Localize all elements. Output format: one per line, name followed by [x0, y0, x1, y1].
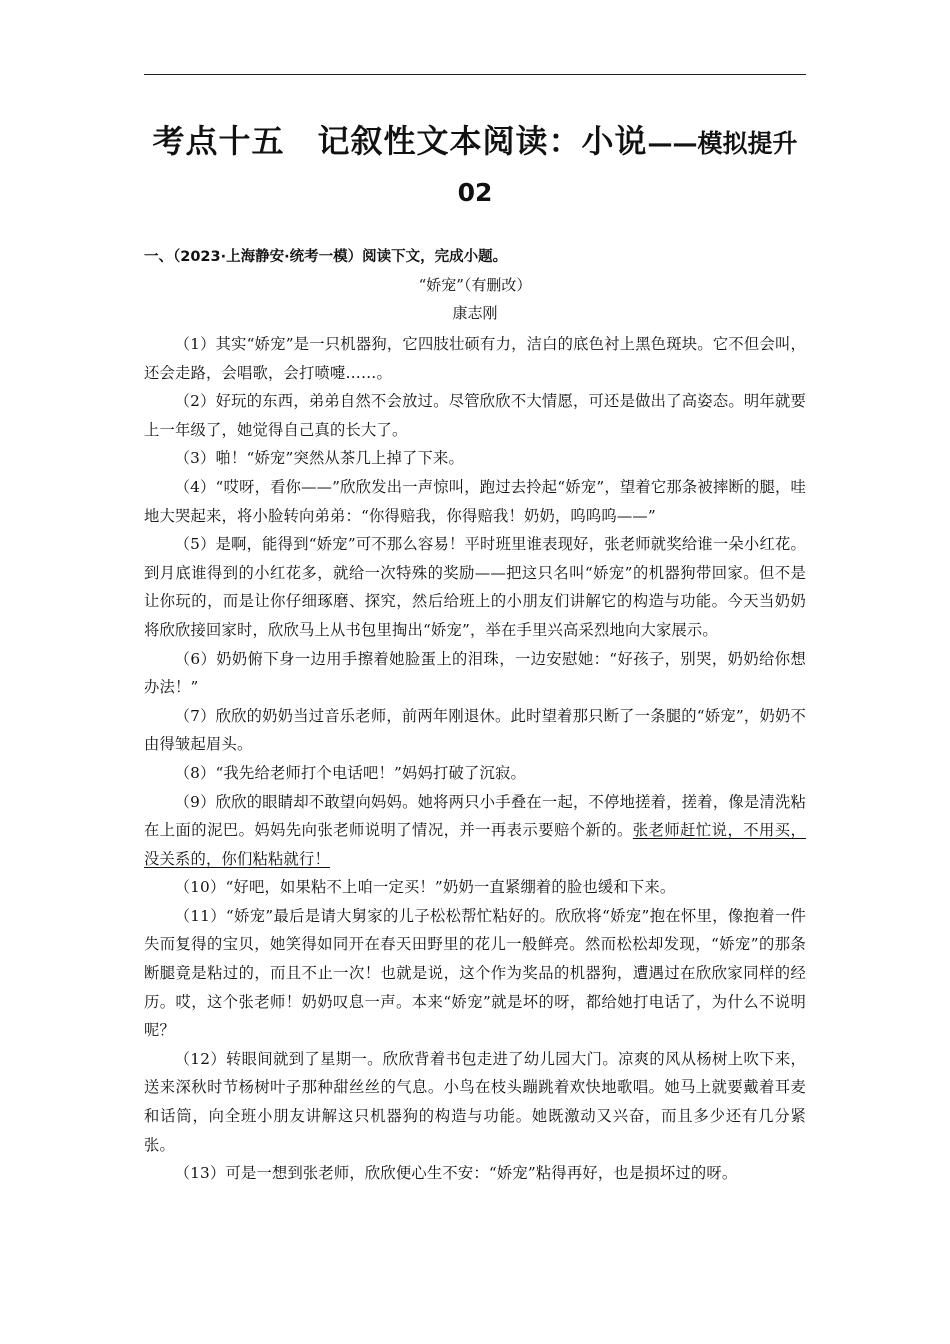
- paragraph-11: （11）“娇宠”最后是请大舅家的儿子松松帮忙粘好的。欣欣将“娇宠”抱在怀里，像抱着一件失而复得的宝贝，她笑得如同开在春天田野里的花儿一般鲜亮。然而松松却发现，“娇宠”的那条断腿竟是粘过的，而且不止一次！也就是说，这个作为奖品的机器狗，遭遇过在欣欣家同样的经历。哎，这个张老师！奶奶叹息一声。本来“娇宠”就是坏的呀，都给她打电话了，为什么不说明呢？: [144, 906, 806, 1040]
- underlined-sentence: 张老师赶忙说，不用买，没关系的，你们粘粘就行！: [144, 821, 807, 868]
- header-rule: [144, 74, 806, 75]
- document-title-sub: ——模拟提升02: [457, 129, 798, 207]
- paragraph-7: （7）欣欣的奶奶当过音乐老师，前两年刚退休。此时望着那只断了一条腿的“娇宠”，奶奶不由得皱起眉头。: [144, 706, 806, 754]
- document-title-main: 考点十五 记叙性文本阅读：小说: [152, 122, 648, 160]
- story-body: [144, 330, 806, 1188]
- paragraph-2: （2）好玩的东西，弟弟自然不会放过。尽管欣欣不大情愿，可还是做出了高姿态。明年就要上一年级了，她觉得自己真的长大了。: [144, 392, 806, 439]
- paragraph-12: （12）转眼间就到了星期一。欣欣背着书包走进了幼儿园大门。凉爽的风从杨树上吹下来，送来深秋时节杨树叶子那种甜丝丝的气息。小鸟在枝头蹦跳着欢快地歌唱。她马上就要戴着耳麦和话筒，向全班小朋友讲解这只机器狗的构造与功能。她既激动又兴奋，而且多少还有几分紧张。: [144, 1049, 806, 1154]
- story-author: 康志刚: [452, 304, 498, 322]
- paragraph-1: （1）其实“娇宠”是一只机器狗，它四肢壮硕有力，洁白的底色衬上黑色斑块。它不但会叫，还会走路，会唱歌，会打喷嚏……。: [144, 335, 806, 382]
- paragraph-9-text: （9）欣欣的眼睛却不敢望向妈妈。她将两只小手叠在一起，不停地搓着，搓着，像是清洗粘在上面的泥巴。妈妈先向张老师说明了情况，并一再表示要赔个新的。: [144, 792, 806, 840]
- paragraph-4: （4）“哎呀，看你——”欣欣发出一声惊叫，跑过去拎起“娇宠”，望着它那条被摔断的腿，哇地大哭起来，将小脸转向弟弟：“你得赔我，你得赔我！奶奶，呜呜呜——”: [144, 477, 806, 525]
- paragraph-3: （3）啪！“娇宠”突然从茶几上掉了下来。: [174, 449, 465, 468]
- paragraph-8: （8）“我先给老师打个电话吧！”妈妈打破了沉寂。: [174, 763, 527, 782]
- paragraph-6: （6）奶奶俯下身一边用手擦着她脸蛋上的泪珠，一边安慰她：“好孩子，别哭，奶奶给你想办法！”: [144, 649, 806, 697]
- document-title: [144, 118, 806, 216]
- paragraph-13: （13）可是一想到张老师，欣欣便心生不安：“娇宠”粘得再好，也是损坏过的呀。: [174, 1164, 738, 1183]
- paragraph-9: [144, 788, 806, 874]
- paragraph-5: （5）是啊，能得到“娇宠”可不那么容易！平时班里谁表现好，张老师就奖给谁一朵小红花。到月底谁得到的小红花多，就给一次特殊的奖励——把这只名叫“娇宠”的机器狗带回家。但不是让你玩的，而是让你仔细琢磨、探究，然后给班上的小朋友们讲解它的构造与功能。今天当奶奶将欣欣接回家时，欣欣马上从书包里掏出“娇宠”，举在手里兴高采烈地向大家展示。: [144, 535, 806, 639]
- story-title: “娇宠”（有删改）: [418, 276, 532, 294]
- paragraph-10: （10）“好吧，如果粘不上咱一定买！”奶奶一直紧绷着的脸也缓和下来。: [174, 878, 676, 897]
- question-heading: 一、（2023·上海静安·统考一模）阅读下文，完成小题。: [144, 249, 508, 265]
